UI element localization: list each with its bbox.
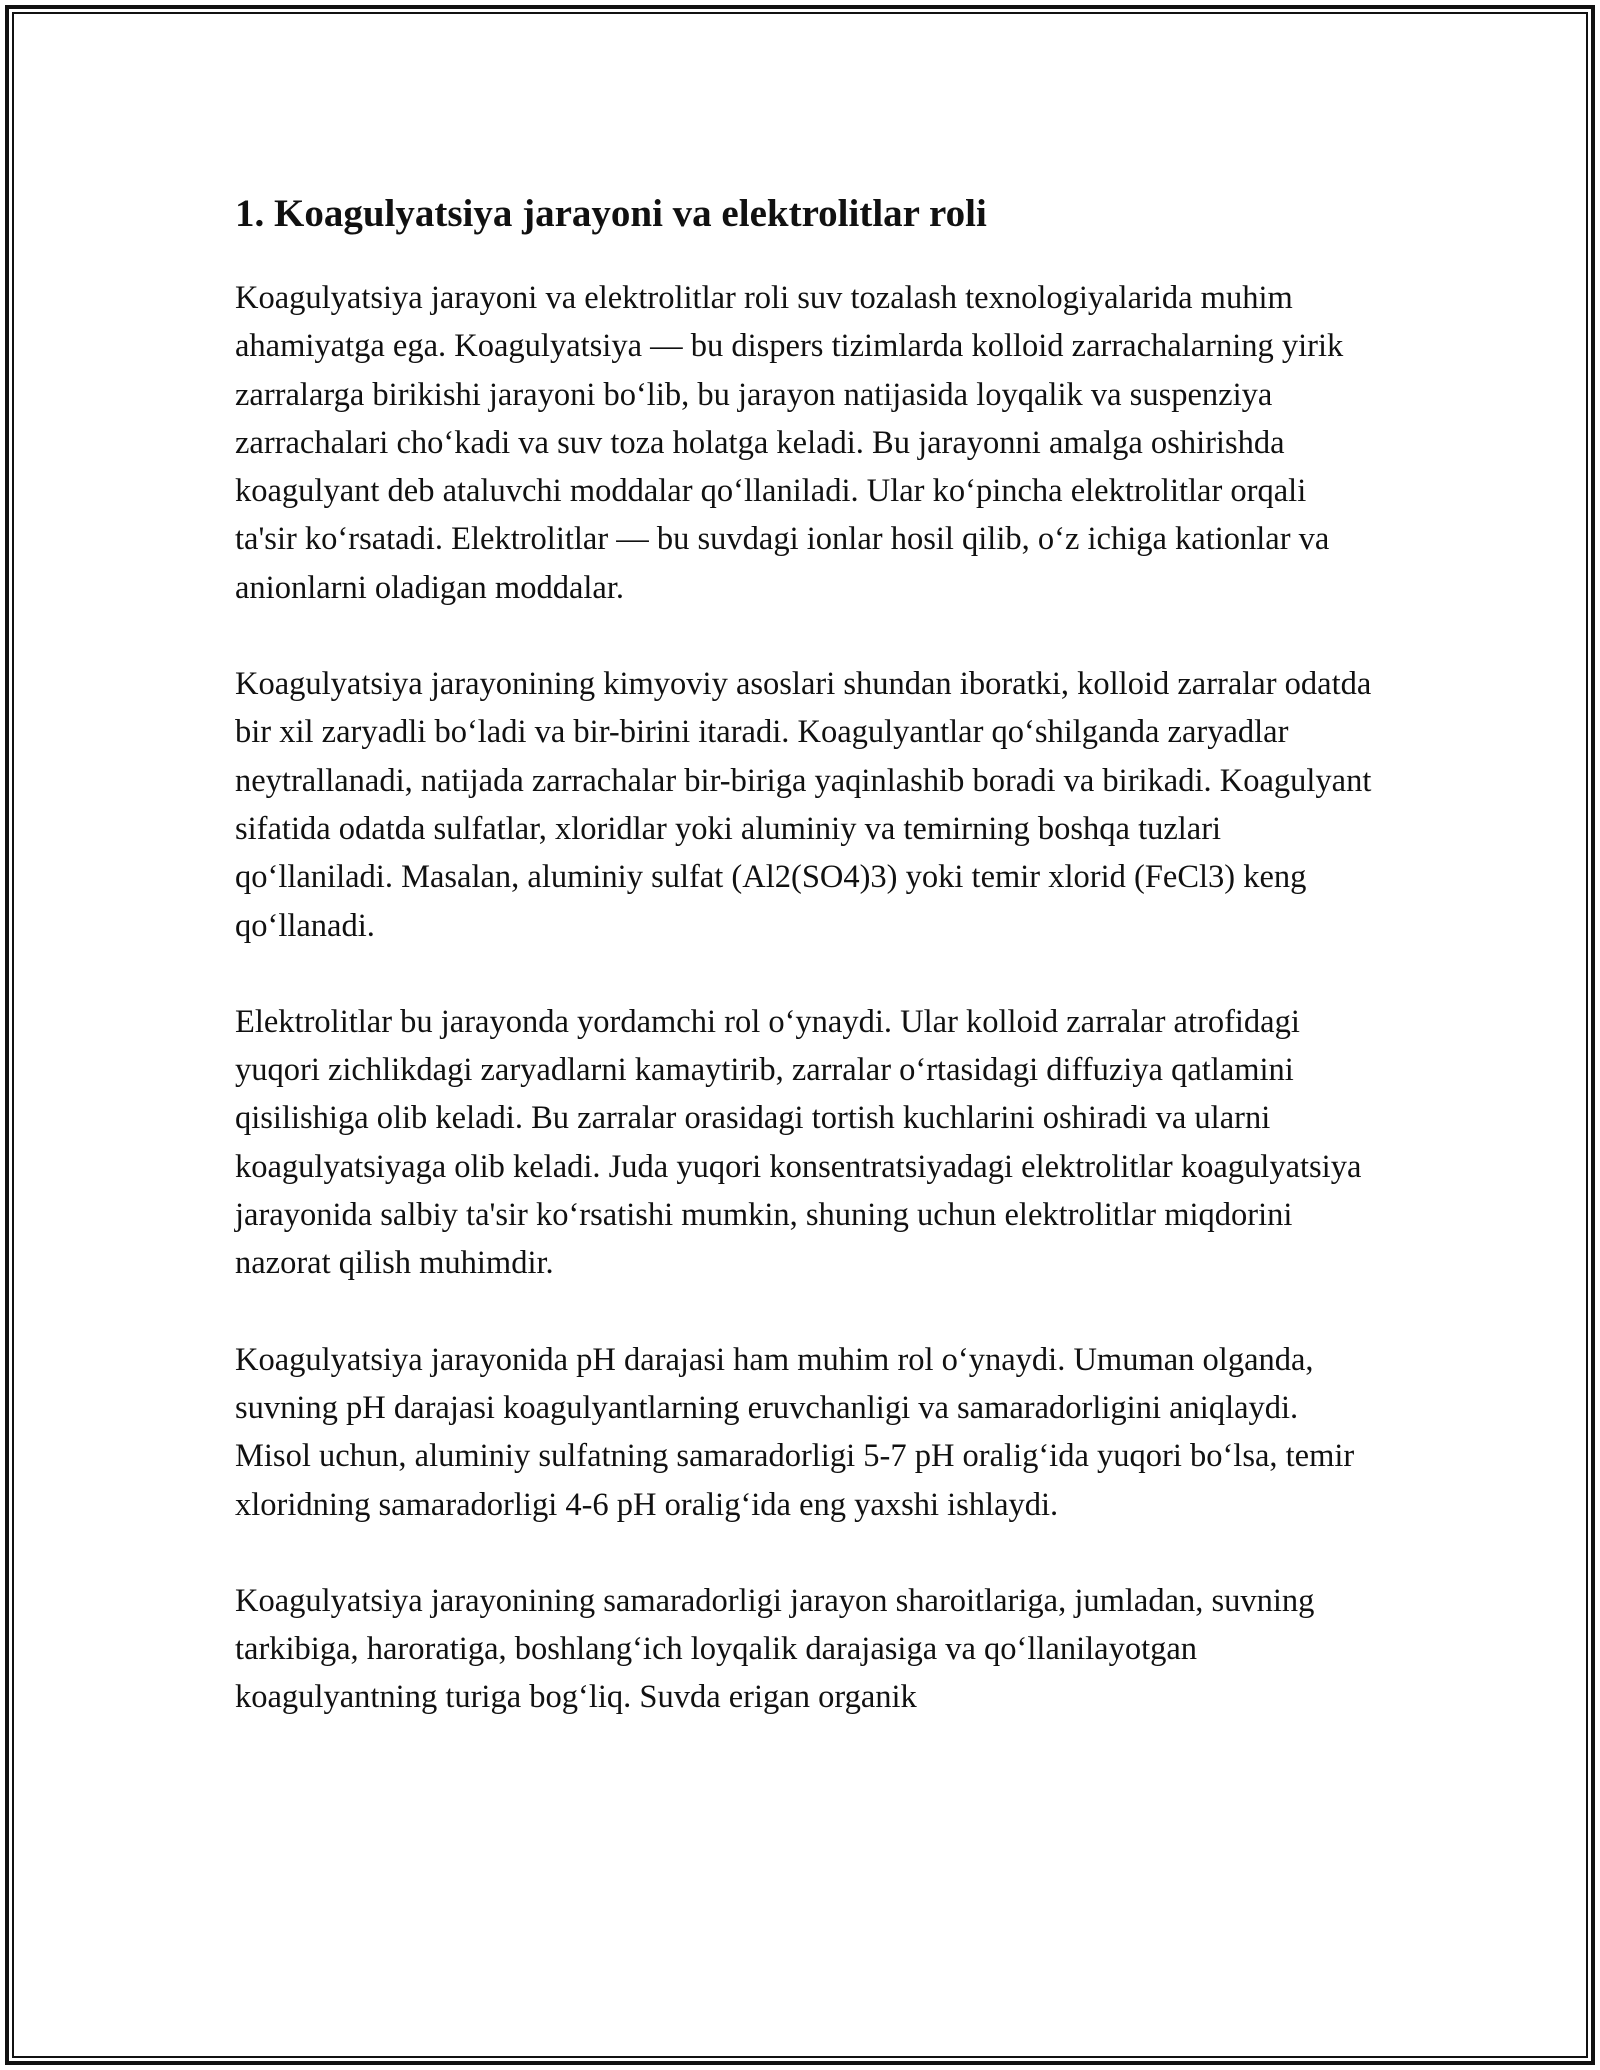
paragraph-3: Elektrolitlar bu jarayonda yordamchi rol o‘ynaydi. Ular kolloid zarralar atrofidagi yuqori zichlikdagi zaryadlarni kamaytirib, zarralar o‘rtasidagi diffuziya qatlamini qisilishiga olib keladi. Bu zarralar orasidagi tortish kuchlarini oshiradi va ularni koagulyatsiyaga olib keladi. Juda yuqori konsentratsiyadagi elektrolitlar koagulyatsiya jarayonida salbiy ta'sir ko‘rsatishi mumkin, shuning uchun elektrolitlar miqdorini nazorat qilish muhimdir. (235, 1003, 1362, 1282)
document-body (235, 184, 1375, 1770)
section-heading: 1. Koagulyatsiya jarayoni va elektrolitlar roli (235, 192, 987, 235)
paragraph-4: Koagulyatsiya jarayonida pH darajasi ham muhim rol o‘ynaydi. Umuman olganda, suvning pH darajasi koagulyantlarning eruvchanligi va samaradorligini aniqlaydi. Misol uchun, aluminiy sulfatning samaradorligi 5-7 pH oralig‘ida yuqori bo‘lsa, temir xloridning samaradorligi 4-6 pH oralig‘ida eng yaxshi ishlaydi. (235, 1341, 1355, 1523)
paragraph-5: Koagulyatsiya jarayonining samaradorligi jarayon sharoitlariga, jumladan, suvning tarkibiga, haroratiga, boshlang‘ich loyqalik darajasiga va qo‘llanilayotgan koagulyantning turiga bog‘liq. Suvda erigan organik (235, 1582, 1315, 1716)
paragraph-2: Koagulyatsiya jarayonining kimyoviy asoslari shundan iboratki, kolloid zarralar odatda bir xil zaryadli bo‘ladi va bir-birini itaradi. Koagulyantlar qo‘shilganda zaryadlar neytrallanadi, natijada zarrachalar bir-biriga yaqinlashib boradi va birikadi. Koagulyant sifatida odatda sulfatlar, xloridlar yoki aluminiy va temirning boshqa tuzlari qo‘llaniladi. Masalan, aluminiy sulfat (Al2(SO4)3) yoki temir xlorid (FeCl3) keng qo‘llanadi. (235, 666, 1372, 944)
paragraph-1: Koagulyatsiya jarayoni va elektrolitlar roli suv tozalash texnologiyalarida muhim ahamiyatga ega. Koagulyatsiya — bu dispers tizimlarda kolloid zarrachalarning yirik zarralarga birikishi jarayoni bo‘lib, bu jarayon natijasida loyqalik va suspenziya zarrachalari cho‘kadi va suv toza holatga keladi. Bu jarayonni amalga oshirishda koagulyant deb ataluvchi moddalar qo‘llaniladi. Ular ko‘pincha elektrolitlar orqali ta'sir ko‘rsatadi. Elektrolitlar — bu suvdagi ionlar hosil qilib, o‘z ichiga kationlar va anionlarni oladigan moddalar. (235, 280, 1344, 606)
